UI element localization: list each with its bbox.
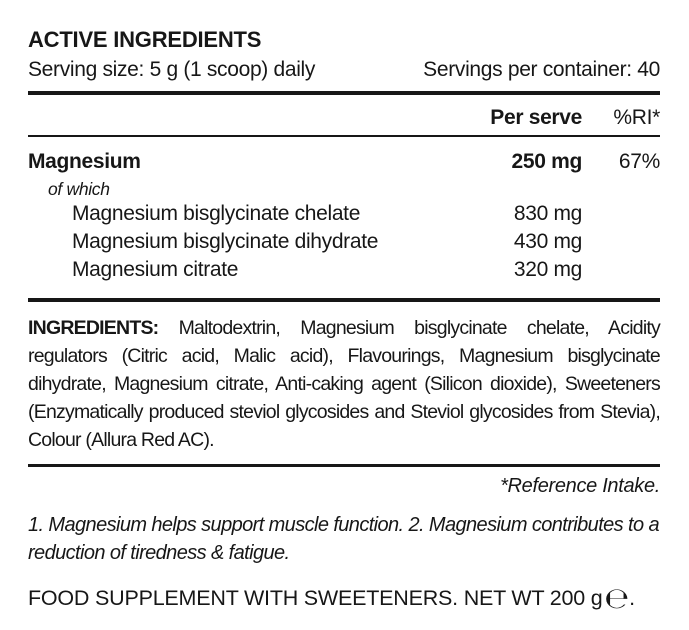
sub-ingredient-amount: 320 mg xyxy=(513,258,582,281)
net-weight-text: FOOD SUPPLEMENT WITH SWEETENERS. NET WT 200 g xyxy=(28,586,603,610)
reference-intake-note: *Reference Intake. xyxy=(500,475,660,497)
ingredients-label: INGREDIENTS: xyxy=(28,317,159,339)
serving-info-row xyxy=(28,56,660,84)
health-claims-note: 1. Magnesium helps support muscle function. 2. Magnesium contributes to a reduction of tiredness & fatigue. xyxy=(28,514,659,564)
page-title: ACTIVE INGREDIENTS xyxy=(28,27,262,52)
serving-size-text: Serving size: 5 g (1 scoop) daily xyxy=(28,58,316,81)
estimated-sign: ℮ xyxy=(604,581,630,615)
column-header-per-serve: Per serve xyxy=(490,106,582,129)
servings-per-container-text: Servings per container: 40 xyxy=(423,58,660,81)
table-row-bisglycinate-dihydrate xyxy=(28,228,660,256)
column-header-ri: %RI* xyxy=(613,106,660,129)
sub-ingredient-name: Magnesium citrate xyxy=(72,258,239,281)
table-row-citrate xyxy=(28,256,660,284)
of-which-label: of which xyxy=(48,179,110,199)
divider-bottom-mid xyxy=(28,464,660,467)
sub-ingredient-amount: 830 mg xyxy=(513,202,582,225)
sub-ingredient-name: Magnesium bisglycinate dihydrate xyxy=(72,230,379,253)
statement-period: . xyxy=(629,586,635,610)
nutrient-amount: 250 mg xyxy=(511,150,582,173)
ingredients-text: Maltodextrin, Magnesium bisglycinate chelate, Acidity regulators (Citric acid, Malic acid), Flavourings, Magnesium bisglycinate dihydrate, Magnesium citrate, Anti-caking agent (Silicon dioxide), Sweeteners (Enzymatically produced steviol glycosides and Steviol glycosides from Stevia), Colour (Allura Red AC). xyxy=(28,317,660,451)
sub-ingredient-name: Magnesium bisglycinate chelate xyxy=(72,202,361,225)
divider-top-thick xyxy=(28,91,660,95)
sub-ingredient-amount: 430 mg xyxy=(513,230,582,253)
table-row-bisglycinate-chelate xyxy=(28,200,660,228)
ingredients-paragraph xyxy=(28,314,660,454)
divider-header-thin xyxy=(28,135,660,137)
divider-mid-thick xyxy=(28,298,660,302)
nutrient-ri-value: 67% xyxy=(618,150,660,173)
table-header-row xyxy=(28,105,660,130)
nutrient-name: Magnesium xyxy=(28,150,141,173)
table-row-magnesium xyxy=(28,149,660,175)
food-supplement-statement xyxy=(28,583,660,613)
